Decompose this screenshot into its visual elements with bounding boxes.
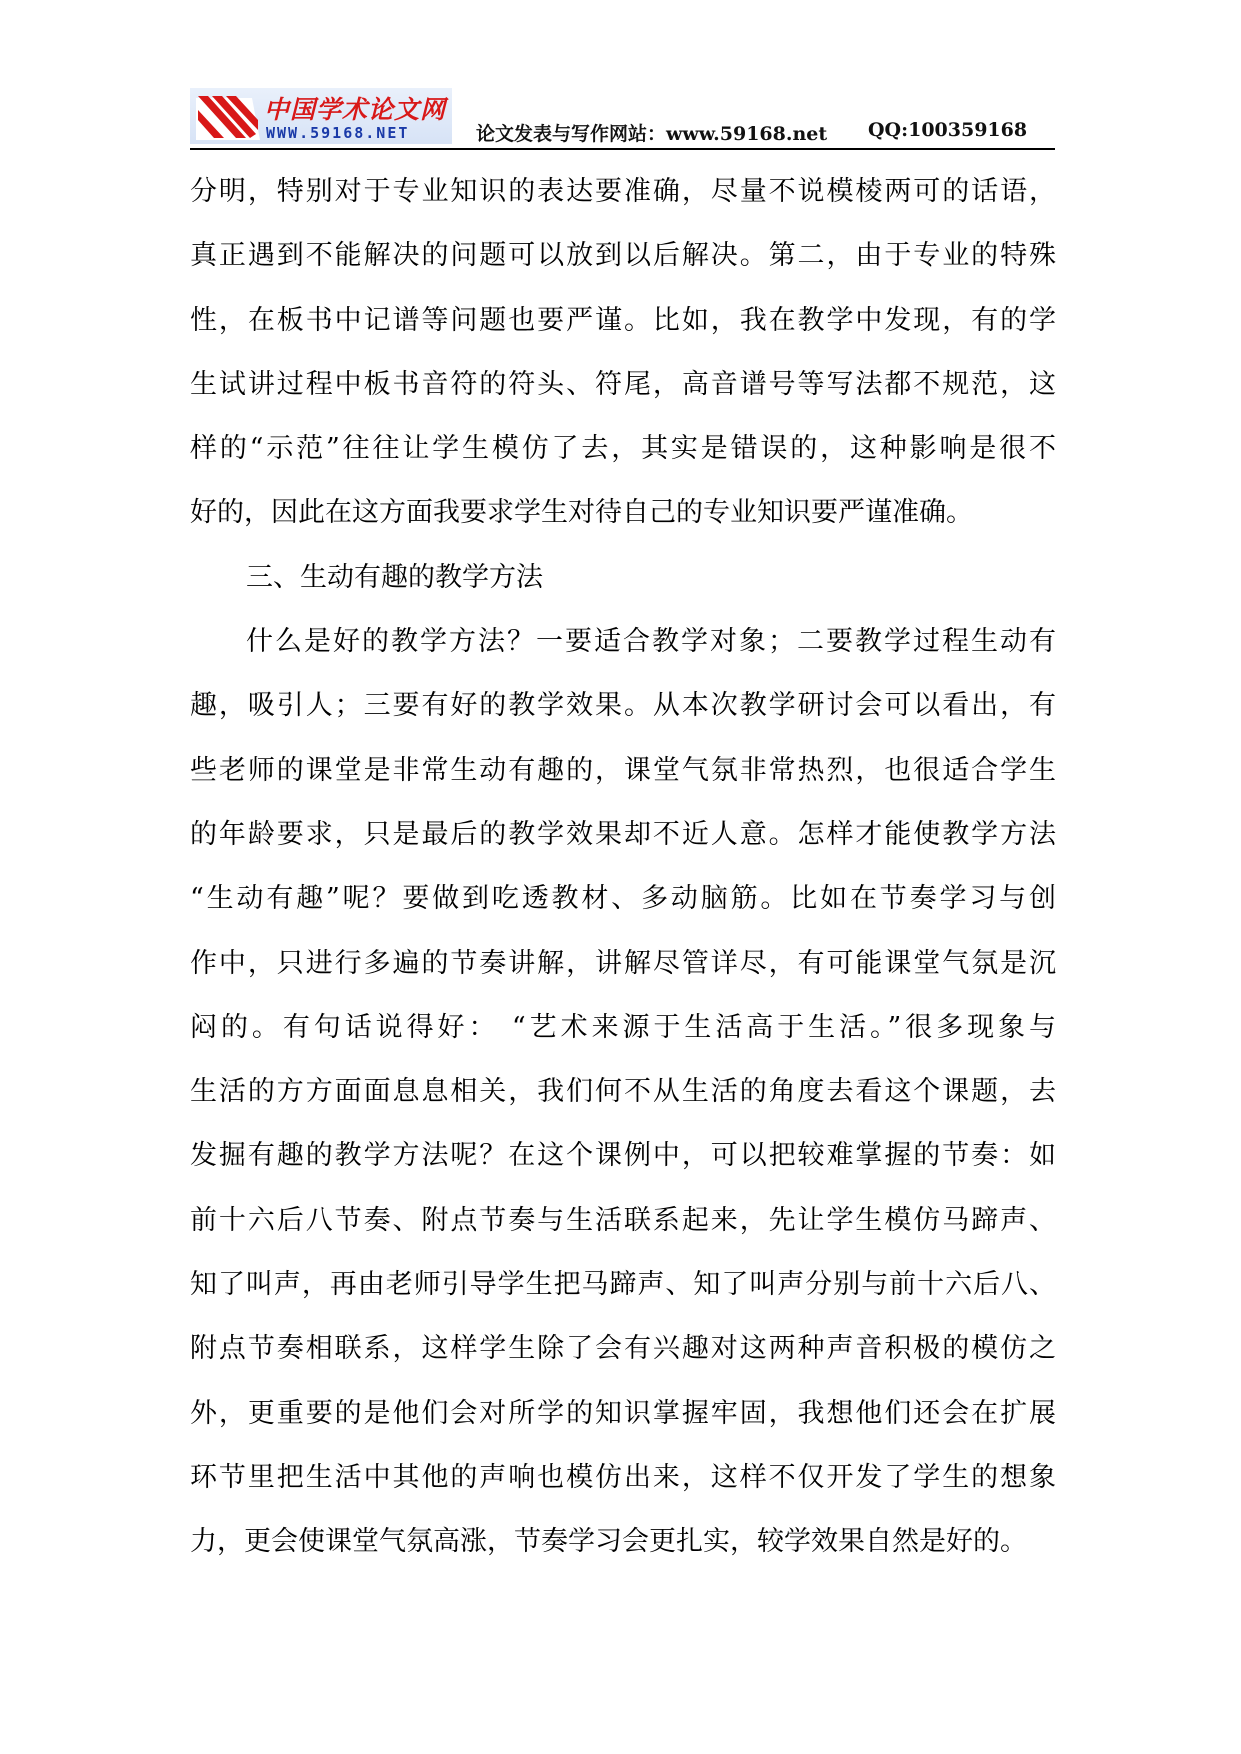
logo-url: WWW.59168.NET [266,124,410,142]
qq-info: QQ:100359168 [868,119,1028,141]
text-line: 的年龄要求，只是最后的教学效果却不近人意。怎样才能使教学方法 [190,818,1056,850]
document-body [190,160,1056,1575]
text-line: 性，在板书中记谱等问题也要严谨。比如，我在教学中发现，有的学 [190,304,1056,336]
text-line: 趣，吸引人；三要有好的教学效果。从本次教学研讨会可以看出，有 [190,690,1056,722]
site-logo [190,88,452,144]
text-line: 些老师的课堂是非常生动有趣的，课堂气氛非常热烈，也很适合学生 [190,754,1056,786]
text-line: 样的“示范”往往让学生模仿了去，其实是错误的，这种影响是很不 [190,433,1056,465]
text-line: 附点节奏相联系，这样学生除了会有兴趣对这两种声音积极的模仿之 [190,1333,1056,1365]
text-line: 什么是好的教学方法？一要适合教学对象；二要教学过程生动有 [246,626,1056,658]
site-info: 论文发表与写作网站：www.59168.net [476,123,828,145]
text-line: 作中，只进行多遍的节奏讲解，讲解尽管详尽，有可能课堂气氛是沉 [190,947,1056,979]
section-heading: 三、生动有趣的教学方法 [246,561,543,593]
text-line: 前十六后八节奏、附点节奏与生活联系起来，先让学生模仿马蹄声、 [190,1204,1056,1236]
page-header [190,88,1055,146]
text-line: 环节里把生活中其他的声响也模仿出来，这样不仅开发了学生的想象 [190,1461,1056,1493]
header-divider [190,148,1055,150]
text-line: 知了叫声，再由老师引导学生把马蹄声、知了叫声分别与前十六后八、 [190,1269,1056,1301]
text-line: 分明，特别对于专业知识的表达要准确，尽量不说模棱两可的话语， [190,176,1056,207]
text-line: 生活的方方面面息息相关，我们何不从生活的角度去看这个课题，去 [190,1076,1056,1108]
text-line: 力，更会使课堂气氛高涨，节奏学习会更扎实，较学效果自然是好的。 [190,1526,1027,1558]
text-line: 真正遇到不能解决的问题可以放到以后解决。第二，由于专业的特殊 [190,240,1056,272]
logo-stripes-icon [194,92,260,142]
logo-title: 中国学术论文网 [264,95,447,124]
text-line: 闷的。有句话说得好： “艺术来源于生活高于生活。”很多现象与 [190,1011,1056,1043]
text-line: 好的，因此在这方面我要求学生对待自己的专业知识要严谨准确。 [190,497,973,529]
text-line: 外，更重要的是他们会对所学的知识掌握牢固，我想他们还会在扩展 [190,1397,1056,1429]
text-line: “生动有趣”呢？要做到吃透教材、多动脑筋。比如在节奏学习与创 [190,883,1056,915]
text-line: 发掘有趣的教学方法呢？在这个课例中，可以把较难掌握的节奏：如 [190,1140,1056,1172]
text-line: 生试讲过程中板书音符的符头、符尾，高音谱号等写法都不规范，这 [190,368,1056,400]
